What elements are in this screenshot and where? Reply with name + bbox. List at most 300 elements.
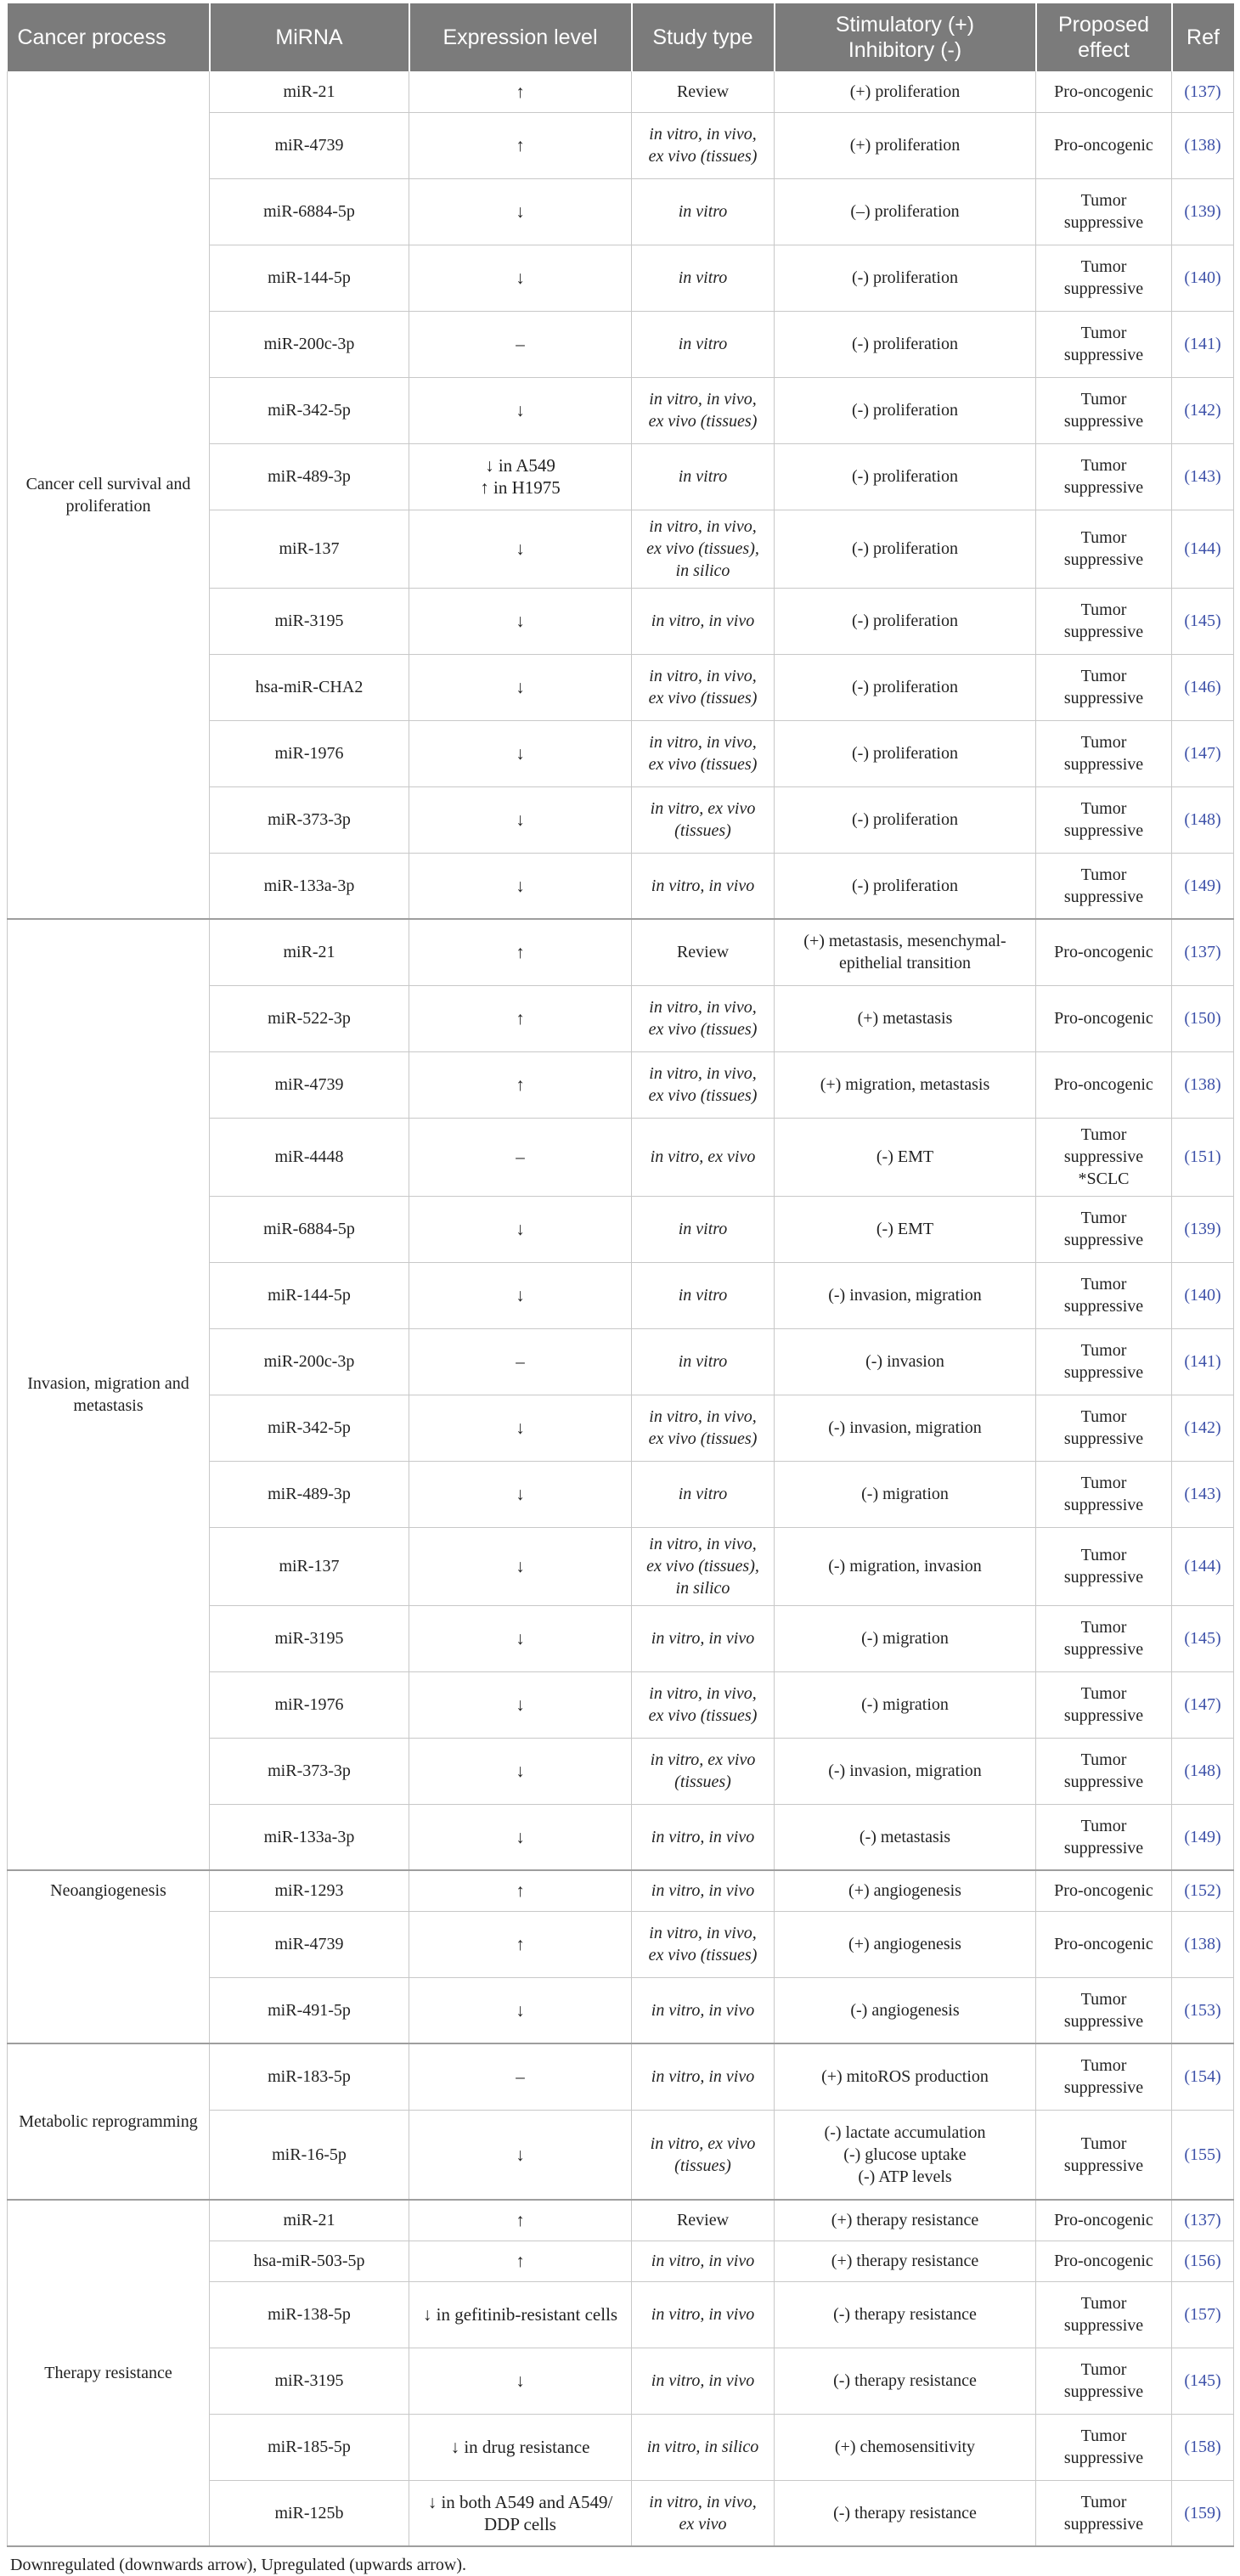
proposed-effect-line: suppressive xyxy=(1063,213,1144,232)
ref-link[interactable]: 158 xyxy=(1190,2438,1215,2456)
stim-inhib-line: (-) glucose uptake xyxy=(843,2145,967,2164)
ref-cell xyxy=(1172,1804,1234,1870)
study-type-cell xyxy=(632,2281,775,2348)
study-type-line: (tissues) xyxy=(674,1773,731,1791)
ref-paren-close: ) xyxy=(1215,1286,1221,1305)
stim-inhib-line: (-) migration xyxy=(861,1629,949,1648)
ref-link[interactable]: 149 xyxy=(1190,1827,1215,1846)
proposed-effect-line: suppressive xyxy=(1063,1568,1144,1587)
mirna-cell: miR-4739 xyxy=(210,1911,409,1977)
proposed-effect-line: Tumor xyxy=(1080,1341,1127,1360)
ref-cell xyxy=(1172,1977,1234,2043)
stim-inhib-cell xyxy=(775,1605,1036,1671)
expression-line: ↓ in drug resistance xyxy=(450,2437,590,2457)
ref-link[interactable]: 142 xyxy=(1190,401,1215,420)
proposed-effect-cell xyxy=(1036,1262,1172,1328)
proposed-effect-line: suppressive xyxy=(1063,623,1144,641)
ref-paren-open: ( xyxy=(1184,1286,1190,1305)
stim-inhib-line: (-) invasion, migration xyxy=(828,1418,982,1437)
ref-cell xyxy=(1172,1461,1234,1527)
ref-paren-close: ) xyxy=(1215,2145,1221,2164)
study-type-line: ex vivo (tissues) xyxy=(648,755,758,774)
stim-inhib-line: (-) invasion, migration xyxy=(828,1761,982,1780)
ref-paren-close: ) xyxy=(1215,1009,1221,1028)
proposed-effect-line: Pro-oncogenic xyxy=(1054,136,1153,155)
mirna-cell: miR-6884-5p xyxy=(210,1196,409,1262)
stim-inhib-line: (-) proliferation xyxy=(852,467,958,486)
study-type-line: in vitro, in vivo xyxy=(651,2305,755,2324)
ref-paren-close: ) xyxy=(1215,1485,1221,1503)
stim-inhib-cell xyxy=(775,1977,1036,2043)
proposed-effect-line: Pro-oncogenic xyxy=(1054,1935,1153,1953)
ref-paren-close: ) xyxy=(1215,744,1221,763)
ref-link[interactable]: 141 xyxy=(1190,335,1215,353)
ref-paren-close: ) xyxy=(1215,82,1221,101)
ref-link[interactable]: 147 xyxy=(1190,744,1215,763)
ref-link[interactable]: 155 xyxy=(1190,2145,1215,2164)
proposed-effect-line: suppressive xyxy=(1063,1640,1144,1659)
ref-paren-open: ( xyxy=(1184,2067,1190,2087)
proposed-effect-cell xyxy=(1036,1118,1172,1196)
study-type-line: in vitro, in vivo, xyxy=(649,1407,757,1426)
mirna-cell: hsa-miR-503-5p xyxy=(210,2241,409,2281)
study-type-cell xyxy=(632,1738,775,1804)
ref-link[interactable]: 143 xyxy=(1190,467,1215,486)
expression-cell xyxy=(409,1671,632,1738)
table-row xyxy=(8,71,1234,112)
stim-inhib-line: (-) proliferation xyxy=(852,612,958,630)
ref-link[interactable]: 151 xyxy=(1190,1147,1215,1166)
ref-paren-open: ( xyxy=(1184,1147,1190,1166)
expression-cell xyxy=(409,985,632,1051)
stim-inhib-line: (+) therapy resistance xyxy=(831,2211,979,2230)
expression-cell xyxy=(409,443,632,510)
ref-link[interactable]: 146 xyxy=(1190,678,1215,696)
study-type-line: in vitro, in vivo xyxy=(651,612,755,630)
proposed-effect-cell xyxy=(1036,786,1172,853)
ref-link[interactable]: 143 xyxy=(1190,1485,1215,1503)
stim-inhib-cell xyxy=(775,1118,1036,1196)
ref-paren-open: ( xyxy=(1184,2145,1190,2164)
ref-cell xyxy=(1172,510,1234,588)
stim-inhib-cell xyxy=(775,2110,1036,2200)
proposed-effect-cell xyxy=(1036,2480,1172,2546)
proposed-effect-line: Tumor xyxy=(1080,600,1127,619)
ref-paren-close: ) xyxy=(1215,2371,1221,2390)
ref-link[interactable]: 140 xyxy=(1190,268,1215,287)
ref-link[interactable]: 148 xyxy=(1190,1761,1215,1780)
table-body xyxy=(8,71,1234,2546)
ref-paren-close: ) xyxy=(1215,678,1221,696)
stim-inhib-cell xyxy=(775,853,1036,919)
study-type-line: ex vivo (tissues) xyxy=(648,1086,758,1105)
study-type-cell xyxy=(632,1977,775,2043)
study-type-cell xyxy=(632,377,775,443)
ref-link[interactable]: 144 xyxy=(1190,1557,1215,1575)
proposed-effect-line: Tumor xyxy=(1080,667,1127,685)
study-type-line: Review xyxy=(676,943,730,962)
mirna-cell: miR-21 xyxy=(210,2200,409,2241)
mirna-cell: miR-21 xyxy=(210,71,409,112)
ref-link[interactable]: 159 xyxy=(1190,2503,1215,2522)
header-proposed-effect xyxy=(1036,3,1172,71)
stim-inhib-cell xyxy=(775,1395,1036,1461)
study-type-line: ex vivo (tissues), xyxy=(646,539,759,558)
stim-inhib-cell xyxy=(775,1262,1036,1328)
ref-paren-open: ( xyxy=(1184,401,1190,420)
ref-paren-open: ( xyxy=(1184,744,1190,763)
ref-paren-close: ) xyxy=(1215,2438,1221,2456)
ref-cell xyxy=(1172,1671,1234,1738)
expression-line: ↓ xyxy=(516,1694,525,1715)
expression-cell xyxy=(409,1461,632,1527)
stim-inhib-cell xyxy=(775,786,1036,853)
proposed-effect-line: Tumor xyxy=(1080,456,1127,475)
study-type-cell xyxy=(632,1118,775,1196)
proposed-effect-line: Pro-oncogenic xyxy=(1054,943,1153,962)
stim-inhib-cell xyxy=(775,1671,1036,1738)
proposed-effect-cell xyxy=(1036,1395,1172,1461)
expression-line: ↓ xyxy=(516,809,525,830)
study-type-cell xyxy=(632,1605,775,1671)
expression-cell xyxy=(409,112,632,178)
study-type-line: in vitro, in vivo, xyxy=(649,517,757,536)
ref-link[interactable]: 138 xyxy=(1190,1935,1215,1953)
ref-paren-open: ( xyxy=(1184,678,1190,696)
mirna-table xyxy=(7,3,1234,2547)
expression-cell xyxy=(409,510,632,588)
ref-link[interactable]: 139 xyxy=(1190,202,1215,221)
mirna-cell: miR-3195 xyxy=(210,588,409,654)
stim-inhib-line: (-) angiogenesis xyxy=(850,2000,960,2020)
expression-cell xyxy=(409,1804,632,1870)
ref-paren-close: ) xyxy=(1215,1352,1221,1371)
proposed-effect-line: Pro-oncogenic xyxy=(1054,1075,1153,1094)
study-type-cell xyxy=(632,588,775,654)
proposed-effect-cell xyxy=(1036,311,1172,377)
ref-cell xyxy=(1172,1262,1234,1328)
expression-line: ↓ xyxy=(516,2370,525,2391)
stim-inhib-cell xyxy=(775,1804,1036,1870)
ref-paren-open: ( xyxy=(1184,1629,1190,1648)
ref-cell xyxy=(1172,2281,1234,2348)
ref-link[interactable]: 150 xyxy=(1190,1009,1215,1028)
stim-inhib-cell xyxy=(775,654,1036,720)
stim-inhib-line: (-) proliferation xyxy=(852,401,958,420)
proposed-effect-cell xyxy=(1036,2241,1172,2281)
proposed-effect-line: suppressive xyxy=(1063,689,1144,707)
ref-cell xyxy=(1172,720,1234,786)
proposed-effect-line: suppressive xyxy=(1063,1773,1144,1791)
ref-link[interactable]: 144 xyxy=(1190,539,1215,558)
ref-cell xyxy=(1172,588,1234,654)
ref-cell xyxy=(1172,112,1234,178)
ref-paren-open: ( xyxy=(1184,539,1190,558)
study-type-cell xyxy=(632,720,775,786)
proposed-effect-line: Tumor xyxy=(1080,257,1127,276)
stim-inhib-line: (-) proliferation xyxy=(852,539,958,558)
header-stim-line1: Stimulatory (+) xyxy=(835,13,975,37)
expression-cell xyxy=(409,654,632,720)
expression-cell xyxy=(409,1051,632,1118)
stim-inhib-line: (-) EMT xyxy=(876,1147,934,1166)
cancer-process-cell: Metabolic reprogramming xyxy=(8,2043,210,2200)
ref-link[interactable]: 152 xyxy=(1190,1881,1215,1901)
study-type-line: in vitro, ex vivo xyxy=(650,2134,756,2153)
ref-cell xyxy=(1172,377,1234,443)
mirna-cell: miR-4448 xyxy=(210,1118,409,1196)
stim-inhib-cell xyxy=(775,2200,1036,2241)
stim-inhib-cell xyxy=(775,2348,1036,2414)
study-type-line: in vitro, in vivo, xyxy=(649,1535,757,1553)
ref-link[interactable]: 157 xyxy=(1190,2305,1215,2324)
ref-cell xyxy=(1172,2110,1234,2200)
expression-cell xyxy=(409,720,632,786)
proposed-effect-line: Tumor xyxy=(1080,1546,1127,1564)
ref-cell xyxy=(1172,2348,1234,2414)
ref-paren-open: ( xyxy=(1184,2211,1190,2230)
ref-paren-close: ) xyxy=(1215,943,1221,962)
mirna-cell: miR-1293 xyxy=(210,1870,409,1911)
ref-paren-open: ( xyxy=(1184,2438,1190,2456)
ref-paren-open: ( xyxy=(1184,1557,1190,1575)
ref-paren-open: ( xyxy=(1184,268,1190,287)
study-type-line: in vitro, in vivo xyxy=(651,2252,755,2270)
ref-link[interactable]: 149 xyxy=(1190,876,1215,895)
study-type-line: in vitro, ex vivo xyxy=(650,799,756,818)
study-type-cell xyxy=(632,2241,775,2281)
ref-paren-open: ( xyxy=(1184,1761,1190,1780)
ref-paren-open: ( xyxy=(1184,2305,1190,2324)
proposed-effect-line: suppressive xyxy=(1063,1147,1144,1166)
ref-paren-open: ( xyxy=(1184,1075,1190,1094)
proposed-effect-line: suppressive xyxy=(1063,1838,1144,1857)
table-row xyxy=(8,1870,1234,1911)
expression-cell xyxy=(409,245,632,311)
study-type-line: in vitro, in vivo, xyxy=(649,125,757,144)
mirna-cell: miR-16-5p xyxy=(210,2110,409,2200)
study-type-line: in vitro, in vivo xyxy=(651,2000,755,2020)
mirna-cell: miR-491-5p xyxy=(210,1977,409,2043)
ref-paren-open: ( xyxy=(1184,202,1190,221)
ref-paren-open: ( xyxy=(1184,1418,1190,1437)
study-type-cell xyxy=(632,1870,775,1911)
expression-line: DDP cells xyxy=(484,2513,556,2534)
proposed-effect-line: Tumor xyxy=(1080,733,1127,752)
study-type-line: ex vivo (tissues) xyxy=(648,1020,758,1039)
proposed-effect-cell xyxy=(1036,2414,1172,2480)
proposed-effect-cell xyxy=(1036,245,1172,311)
cancer-process-cell: Cancer cell survival and proliferation xyxy=(8,71,210,919)
header-effect-line2: effect xyxy=(1078,38,1130,62)
study-type-line: ex vivo (tissues) xyxy=(648,1946,758,1964)
ref-link[interactable]: 138 xyxy=(1190,1075,1215,1094)
header-row xyxy=(8,3,1234,71)
ref-cell xyxy=(1172,311,1234,377)
study-type-line: in vitro, in vivo, xyxy=(649,998,757,1017)
expression-line: ↑ xyxy=(516,1934,525,1954)
study-type-cell xyxy=(632,2110,775,2200)
expression-line: ↓ xyxy=(516,1556,525,1576)
expression-cell xyxy=(409,786,632,853)
expression-line: ↓ xyxy=(516,1418,525,1438)
proposed-effect-cell xyxy=(1036,178,1172,245)
expression-cell xyxy=(409,1527,632,1605)
ref-link[interactable]: 153 xyxy=(1190,2000,1215,2020)
stim-inhib-cell xyxy=(775,2241,1036,2281)
ref-link[interactable]: 154 xyxy=(1190,2067,1215,2087)
ref-link[interactable]: 139 xyxy=(1190,1220,1215,1238)
expression-line: ↓ xyxy=(516,2144,525,2165)
ref-paren-open: ( xyxy=(1184,943,1190,962)
ref-paren-open: ( xyxy=(1184,1881,1190,1901)
proposed-effect-cell xyxy=(1036,1328,1172,1395)
study-type-cell xyxy=(632,178,775,245)
study-type-line: Review xyxy=(676,2211,730,2230)
study-type-line: in vitro, ex vivo xyxy=(650,1147,756,1166)
ref-cell xyxy=(1172,2414,1234,2480)
expression-line: ↓ xyxy=(516,875,525,896)
ref-link[interactable]: 138 xyxy=(1190,136,1215,155)
study-type-line: in silico xyxy=(675,1579,730,1598)
proposed-effect-cell xyxy=(1036,985,1172,1051)
proposed-effect-cell xyxy=(1036,2348,1172,2414)
ref-link[interactable]: 148 xyxy=(1190,810,1215,829)
ref-paren-close: ) xyxy=(1215,2503,1221,2522)
expression-cell xyxy=(409,1196,632,1262)
stim-inhib-cell xyxy=(775,919,1036,985)
ref-link[interactable]: 145 xyxy=(1190,2371,1215,2390)
expression-line: ↓ xyxy=(516,1285,525,1305)
stim-inhib-cell xyxy=(775,178,1036,245)
study-type-line: in vitro, in silico xyxy=(646,2438,759,2456)
study-type-cell xyxy=(632,853,775,919)
stim-inhib-line: (+) mitoROS production xyxy=(821,2067,989,2087)
ref-link[interactable]: 141 xyxy=(1190,1352,1215,1371)
study-type-line: in vitro xyxy=(678,467,728,486)
stim-inhib-line: (+) chemosensitivity xyxy=(834,2438,976,2456)
proposed-effect-line: Pro-oncogenic xyxy=(1054,1881,1153,1901)
proposed-effect-line: suppressive xyxy=(1063,2382,1144,2401)
stim-inhib-line: (+) migration, metastasis xyxy=(820,1075,990,1094)
stim-inhib-cell xyxy=(775,588,1036,654)
proposed-effect-line: suppressive xyxy=(1063,478,1144,497)
ref-cell xyxy=(1172,1870,1234,1911)
study-type-line: in vitro, in vivo xyxy=(651,1881,755,1901)
proposed-effect-cell xyxy=(1036,377,1172,443)
ref-link[interactable]: 137 xyxy=(1190,2211,1215,2230)
stim-inhib-line: (-) proliferation xyxy=(852,268,958,287)
proposed-effect-line: Tumor xyxy=(1080,2492,1127,2511)
study-type-cell xyxy=(632,2480,775,2546)
stim-inhib-cell xyxy=(775,1196,1036,1262)
proposed-effect-cell xyxy=(1036,1461,1172,1527)
expression-cell xyxy=(409,1605,632,1671)
stim-inhib-line: (-) lactate accumulation xyxy=(824,2122,986,2142)
proposed-effect-line: Tumor xyxy=(1080,1125,1127,1144)
ref-cell xyxy=(1172,1605,1234,1671)
study-type-line: in vitro xyxy=(678,1352,728,1371)
ref-paren-close: ) xyxy=(1215,335,1221,353)
proposed-effect-line: Tumor xyxy=(1080,1209,1127,1227)
proposed-effect-line: Tumor xyxy=(1080,324,1127,342)
ref-paren-close: ) xyxy=(1215,1075,1221,1094)
mirna-cell: miR-144-5p xyxy=(210,1262,409,1328)
ref-link[interactable]: 142 xyxy=(1190,1418,1215,1437)
mirna-cell: miR-3195 xyxy=(210,2348,409,2414)
expression-cell xyxy=(409,178,632,245)
proposed-effect-line: Tumor xyxy=(1080,2056,1127,2076)
study-type-cell xyxy=(632,1262,775,1328)
ref-paren-close: ) xyxy=(1215,1629,1221,1648)
stim-inhib-cell xyxy=(775,510,1036,588)
study-type-line: ex vivo (tissues) xyxy=(648,412,758,431)
stim-inhib-cell xyxy=(775,1461,1036,1527)
study-type-cell xyxy=(632,443,775,510)
expression-cell xyxy=(409,2414,632,2480)
ref-paren-close: ) xyxy=(1215,1761,1221,1780)
ref-cell xyxy=(1172,443,1234,510)
stim-inhib-cell xyxy=(775,112,1036,178)
expression-cell xyxy=(409,1262,632,1328)
proposed-effect-line: Tumor xyxy=(1080,1474,1127,1492)
header-expression: Expression level xyxy=(409,3,632,71)
proposed-effect-cell xyxy=(1036,720,1172,786)
proposed-effect-line: Tumor xyxy=(1080,1989,1127,2009)
mirna-cell: miR-137 xyxy=(210,1527,409,1605)
study-type-line: in vitro xyxy=(678,1485,728,1503)
proposed-effect-cell xyxy=(1036,2281,1172,2348)
proposed-effect-line: suppressive xyxy=(1063,279,1144,298)
ref-link[interactable]: 137 xyxy=(1190,943,1215,962)
proposed-effect-line: suppressive xyxy=(1063,2078,1144,2098)
mirna-cell: hsa-miR-CHA2 xyxy=(210,654,409,720)
header-stim-line2: Inhibitory (-) xyxy=(848,38,962,62)
ref-link[interactable]: 145 xyxy=(1190,612,1215,630)
ref-paren-close: ) xyxy=(1215,1935,1221,1953)
proposed-effect-line: suppressive xyxy=(1063,821,1144,840)
ref-cell xyxy=(1172,1051,1234,1118)
study-type-cell xyxy=(632,1527,775,1605)
proposed-effect-line: suppressive xyxy=(1063,755,1144,774)
mirna-cell: miR-1976 xyxy=(210,720,409,786)
proposed-effect-line: Pro-oncogenic xyxy=(1054,1009,1153,1028)
study-type-cell xyxy=(632,245,775,311)
ref-paren-close: ) xyxy=(1215,539,1221,558)
ref-link[interactable]: 145 xyxy=(1190,1629,1215,1648)
proposed-effect-line: suppressive xyxy=(1063,550,1144,569)
expression-line: – xyxy=(516,1147,525,1167)
expression-line: ↑ xyxy=(516,1008,525,1029)
ref-link[interactable]: 156 xyxy=(1190,2252,1215,2270)
ref-link[interactable]: 140 xyxy=(1190,1286,1215,1305)
ref-link[interactable]: 137 xyxy=(1190,82,1215,101)
mirna-cell: miR-200c-3p xyxy=(210,1328,409,1395)
expression-line: ↑ in H1975 xyxy=(480,477,561,498)
stim-inhib-cell xyxy=(775,2281,1036,2348)
ref-paren-open: ( xyxy=(1184,136,1190,155)
proposed-effect-cell xyxy=(1036,588,1172,654)
expression-line: ↑ xyxy=(516,1880,525,1902)
stim-inhib-line: (-) therapy resistance xyxy=(833,2371,977,2390)
ref-link[interactable]: 147 xyxy=(1190,1695,1215,1714)
ref-paren-close: ) xyxy=(1215,1220,1221,1238)
table-row xyxy=(8,919,1234,985)
study-type-line: in vitro xyxy=(678,1220,728,1238)
ref-cell xyxy=(1172,71,1234,112)
proposed-effect-line: Tumor xyxy=(1080,2427,1127,2445)
mirna-cell: miR-133a-3p xyxy=(210,853,409,919)
